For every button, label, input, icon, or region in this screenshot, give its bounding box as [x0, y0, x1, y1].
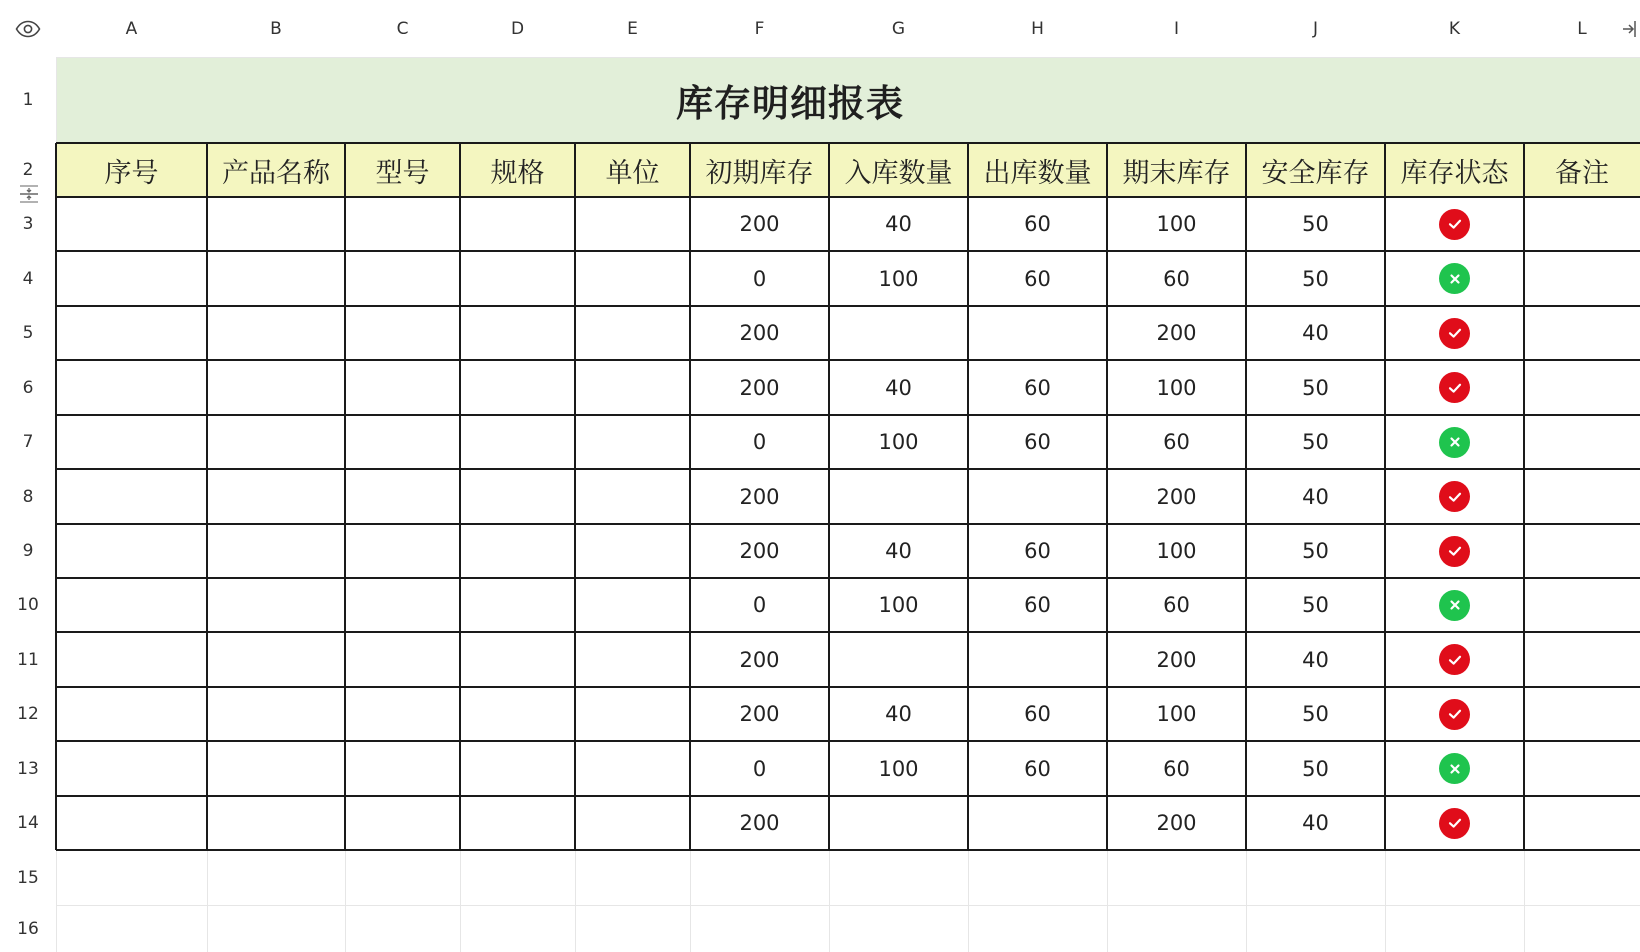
- table-cell[interactable]: [460, 687, 575, 741]
- table-cell-initial[interactable]: 0: [752, 756, 767, 781]
- table-cell-inbound[interactable]: 100: [878, 593, 919, 617]
- table-cell[interactable]: [690, 850, 829, 905]
- column-header-h[interactable]: H: [968, 0, 1107, 57]
- table-cell[interactable]: [575, 469, 690, 524]
- table-cell[interactable]: [1107, 850, 1246, 905]
- table-cell-initial[interactable]: 200: [739, 484, 780, 509]
- table-cell[interactable]: [460, 251, 575, 306]
- table-cell[interactable]: [575, 632, 690, 687]
- x-circle-icon: [1439, 427, 1470, 458]
- table-cell[interactable]: [1524, 306, 1640, 360]
- table-cell[interactable]: [575, 306, 690, 360]
- table-cell[interactable]: [1385, 905, 1524, 952]
- table-cell[interactable]: [56, 905, 207, 952]
- table-cell[interactable]: [345, 524, 460, 578]
- table-cell[interactable]: [1524, 850, 1640, 905]
- table-cell[interactable]: [460, 905, 575, 952]
- table-cell[interactable]: [1524, 632, 1640, 687]
- table-cell[interactable]: [207, 524, 345, 578]
- table-cell-safety[interactable]: 50: [1302, 702, 1329, 726]
- table-cell-ending[interactable]: 100: [1156, 702, 1197, 726]
- table-cell[interactable]: [1107, 905, 1246, 952]
- check-circle-icon: [1439, 372, 1470, 403]
- table-cell-initial[interactable]: 200: [739, 212, 780, 236]
- table-cell-safety[interactable]: 50: [1302, 593, 1329, 617]
- table-cell[interactable]: [345, 741, 460, 796]
- table-cell[interactable]: [460, 850, 575, 905]
- table-cell[interactable]: [207, 251, 345, 306]
- column-header-c[interactable]: C: [345, 0, 460, 57]
- table-cell-safety[interactable]: 50: [1302, 212, 1329, 236]
- table-cell-status[interactable]: [1385, 360, 1524, 415]
- table-header-cell[interactable]: 单位: [605, 157, 660, 189]
- row-header-8[interactable]: 8: [0, 469, 56, 524]
- table-cell[interactable]: [207, 850, 345, 905]
- table-cell[interactable]: [575, 197, 690, 251]
- table-header-cell[interactable]: 备注: [1555, 157, 1609, 189]
- table-cell[interactable]: [1524, 360, 1640, 415]
- table-cell[interactable]: [345, 360, 460, 415]
- table-cell[interactable]: [207, 796, 345, 850]
- table-cell[interactable]: [968, 905, 1107, 952]
- check-circle-icon: [1439, 481, 1470, 512]
- table-cell-inbound[interactable]: [829, 469, 968, 524]
- row-header-10[interactable]: 10: [0, 578, 56, 632]
- column-header-g[interactable]: G: [829, 0, 968, 57]
- table-cell[interactable]: [575, 415, 690, 469]
- table-cell[interactable]: [575, 850, 690, 905]
- table-cell-initial[interactable]: 0: [752, 430, 767, 454]
- table-cell-initial[interactable]: 200: [739, 321, 780, 345]
- table-cell[interactable]: [56, 741, 207, 796]
- table-cell-safety[interactable]: 40: [1302, 647, 1329, 672]
- check-circle-icon: [1439, 318, 1470, 349]
- table-cell[interactable]: [1524, 578, 1640, 632]
- row-header-12[interactable]: 12: [0, 687, 56, 741]
- column-header-b[interactable]: B: [207, 0, 345, 57]
- table-cell[interactable]: [460, 360, 575, 415]
- table-cell-ending[interactable]: 200: [1156, 484, 1197, 509]
- check-circle-icon: [1439, 644, 1470, 675]
- table-cell-inbound[interactable]: 100: [878, 756, 919, 781]
- column-header-d[interactable]: D: [460, 0, 575, 57]
- table-cell-inbound[interactable]: 40: [885, 375, 912, 400]
- table-cell-initial[interactable]: 200: [739, 647, 780, 672]
- column-header-f[interactable]: F: [690, 0, 829, 57]
- row-header-15[interactable]: 15: [0, 850, 56, 905]
- table-cell-outbound[interactable]: 60: [1024, 375, 1051, 400]
- table-cell[interactable]: [56, 360, 207, 415]
- table-cell-initial[interactable]: 0: [752, 593, 767, 617]
- table-cell-inbound[interactable]: [829, 632, 968, 687]
- table-cell-safety[interactable]: 50: [1302, 539, 1329, 563]
- table-cell-ending[interactable]: 200: [1156, 811, 1197, 835]
- table-cell-initial[interactable]: 200: [739, 539, 780, 563]
- table-cell[interactable]: [1524, 469, 1640, 524]
- table-cell[interactable]: [575, 687, 690, 741]
- table-cell-inbound[interactable]: [829, 796, 968, 850]
- table-cell[interactable]: [1524, 796, 1640, 850]
- check-circle-icon: [1439, 209, 1470, 240]
- table-header-cell[interactable]: 出库数量: [983, 157, 1092, 189]
- table-cell-ending[interactable]: 60: [1163, 593, 1190, 617]
- x-circle-icon: [1439, 590, 1470, 621]
- table-cell[interactable]: [345, 306, 460, 360]
- table-cell[interactable]: [460, 197, 575, 251]
- table-header-cell[interactable]: 入库数量: [844, 157, 953, 189]
- table-cell[interactable]: [56, 632, 207, 687]
- row-header-6[interactable]: 6: [0, 360, 56, 415]
- table-cell[interactable]: [1524, 524, 1640, 578]
- table-cell[interactable]: [460, 306, 575, 360]
- table-cell[interactable]: [460, 741, 575, 796]
- table-cell-ending[interactable]: 60: [1163, 430, 1190, 454]
- table-cell-inbound[interactable]: 40: [885, 212, 912, 236]
- table-cell[interactable]: [56, 796, 207, 850]
- table-header-cell[interactable]: 期末库存: [1122, 157, 1231, 189]
- row-header-2[interactable]: 2: [0, 143, 56, 197]
- check-circle-icon: [1439, 699, 1470, 730]
- column-header-e[interactable]: E: [575, 0, 690, 57]
- table-cell-initial[interactable]: 200: [739, 375, 780, 400]
- table-cell[interactable]: [460, 578, 575, 632]
- row-resize-handle-icon[interactable]: [16, 181, 42, 207]
- table-cell-outbound[interactable]: 60: [1024, 756, 1051, 781]
- table-cell[interactable]: [1524, 905, 1640, 952]
- table-cell[interactable]: [345, 796, 460, 850]
- table-cell-status[interactable]: [1385, 469, 1524, 524]
- table-cell[interactable]: [1246, 850, 1385, 905]
- check-circle-icon: [1439, 536, 1470, 567]
- row-header-7[interactable]: 7: [0, 415, 56, 469]
- table-cell-outbound[interactable]: 60: [1024, 593, 1051, 617]
- table-cell-status[interactable]: [1385, 415, 1524, 469]
- table-cell[interactable]: [575, 251, 690, 306]
- table-cell[interactable]: [968, 850, 1107, 905]
- check-circle-icon: [1439, 808, 1470, 839]
- table-cell-safety[interactable]: 50: [1302, 430, 1329, 454]
- table-header-cell[interactable]: 库存状态: [1400, 157, 1509, 189]
- table-cell[interactable]: [1524, 687, 1640, 741]
- row-header-14[interactable]: 14: [0, 796, 56, 850]
- table-cell[interactable]: [1524, 197, 1640, 251]
- table-cell[interactable]: [56, 306, 207, 360]
- table-cell[interactable]: [1385, 850, 1524, 905]
- table-cell-outbound[interactable]: 60: [1024, 266, 1051, 291]
- table-cell[interactable]: [56, 850, 207, 905]
- table-cell-ending[interactable]: 100: [1156, 212, 1197, 236]
- table-cell[interactable]: [1524, 415, 1640, 469]
- table-cell-outbound[interactable]: [968, 632, 1107, 687]
- table-header-cell[interactable]: 安全库存: [1261, 157, 1370, 189]
- table-cell[interactable]: [460, 796, 575, 850]
- table-cell[interactable]: [56, 578, 207, 632]
- table-cell-outbound[interactable]: 60: [1024, 212, 1051, 236]
- table-cell[interactable]: [207, 687, 345, 741]
- table-cell-safety[interactable]: 40: [1302, 321, 1329, 345]
- x-circle-icon: [1439, 753, 1470, 784]
- table-cell-ending[interactable]: 100: [1156, 539, 1197, 563]
- table-cell[interactable]: [690, 905, 829, 952]
- table-cell[interactable]: [207, 197, 345, 251]
- table-cell-safety[interactable]: 40: [1302, 811, 1329, 835]
- scroll-right-arrow-icon[interactable]: [1618, 16, 1638, 42]
- row-header-11[interactable]: 11: [0, 632, 56, 687]
- table-cell[interactable]: [345, 905, 460, 952]
- table-cell[interactable]: [56, 251, 207, 306]
- table-cell-status[interactable]: [1385, 687, 1524, 741]
- table-cell-status[interactable]: [1385, 578, 1524, 632]
- table-cell[interactable]: [829, 850, 968, 905]
- table-cell-status[interactable]: [1385, 741, 1524, 796]
- table-cell-outbound[interactable]: [968, 796, 1107, 850]
- table-cell-safety[interactable]: 50: [1302, 375, 1329, 400]
- table-header-cell[interactable]: 型号: [375, 157, 430, 189]
- table-cell[interactable]: [56, 415, 207, 469]
- table-cell[interactable]: [207, 632, 345, 687]
- table-cell-status[interactable]: [1385, 197, 1524, 251]
- table-cell[interactable]: [345, 578, 460, 632]
- table-cell[interactable]: [575, 741, 690, 796]
- row-header-3[interactable]: 3: [0, 197, 56, 251]
- table-cell[interactable]: [575, 360, 690, 415]
- table-cell[interactable]: [575, 524, 690, 578]
- row-header-9[interactable]: 9: [0, 524, 56, 578]
- table-header-cell[interactable]: 规格: [490, 157, 545, 189]
- table-cell-status[interactable]: [1385, 632, 1524, 687]
- table-header-cell[interactable]: 产品名称: [222, 157, 330, 189]
- table-cell[interactable]: [1246, 905, 1385, 952]
- table-cell-outbound[interactable]: 60: [1024, 539, 1051, 563]
- table-header-cell[interactable]: 序号: [104, 157, 159, 189]
- table-cell-outbound[interactable]: 60: [1024, 702, 1051, 726]
- table-cell-outbound[interactable]: 60: [1024, 430, 1051, 454]
- table-cell[interactable]: [460, 469, 575, 524]
- table-cell-status[interactable]: [1385, 306, 1524, 360]
- table-cell[interactable]: [460, 415, 575, 469]
- table-cell[interactable]: [575, 578, 690, 632]
- table-cell[interactable]: [207, 415, 345, 469]
- column-header-a[interactable]: A: [56, 0, 207, 57]
- table-cell[interactable]: [345, 415, 460, 469]
- column-header-i[interactable]: I: [1107, 0, 1246, 57]
- table-cell-ending[interactable]: 60: [1163, 266, 1190, 291]
- table-cell[interactable]: [56, 524, 207, 578]
- table-cell-ending[interactable]: 200: [1156, 321, 1197, 345]
- table-cell[interactable]: [1524, 741, 1640, 796]
- table-cell[interactable]: [575, 796, 690, 850]
- table-cell[interactable]: [56, 687, 207, 741]
- table-cell[interactable]: [345, 632, 460, 687]
- table-cell-status[interactable]: [1385, 796, 1524, 850]
- table-cell-outbound[interactable]: [968, 469, 1107, 524]
- table-cell[interactable]: [56, 197, 207, 251]
- row-header-13[interactable]: 13: [0, 741, 56, 796]
- table-cell-safety[interactable]: 50: [1302, 266, 1329, 291]
- table-cell[interactable]: [575, 905, 690, 952]
- table-cell-initial[interactable]: 0: [752, 266, 767, 291]
- table-cell[interactable]: [460, 632, 575, 687]
- table-cell[interactable]: [345, 197, 460, 251]
- row-header-16[interactable]: 16: [0, 905, 56, 952]
- table-cell-ending[interactable]: 100: [1156, 375, 1197, 400]
- table-cell[interactable]: [56, 469, 207, 524]
- table-cell-inbound[interactable]: 40: [885, 539, 912, 563]
- table-cell[interactable]: [1524, 251, 1640, 306]
- table-cell[interactable]: [207, 578, 345, 632]
- table-cell[interactable]: [207, 905, 345, 952]
- table-cell[interactable]: [345, 469, 460, 524]
- table-cell-safety[interactable]: 40: [1302, 484, 1329, 509]
- column-header-k[interactable]: K: [1385, 0, 1524, 57]
- table-cell-inbound[interactable]: 100: [878, 430, 919, 454]
- table-cell-safety[interactable]: 50: [1302, 756, 1329, 781]
- x-circle-icon: [1439, 263, 1470, 294]
- table-cell-inbound[interactable]: 40: [885, 702, 912, 726]
- table-cell[interactable]: [345, 251, 460, 306]
- report-title[interactable]: 库存明细报表: [676, 82, 904, 125]
- table-header-cell[interactable]: 初期库存: [705, 157, 814, 189]
- table-cell-initial[interactable]: 200: [739, 702, 780, 726]
- table-cell-ending[interactable]: 200: [1156, 647, 1197, 672]
- table-cell[interactable]: [207, 306, 345, 360]
- table-cell[interactable]: [460, 524, 575, 578]
- column-header-l[interactable]: L: [1524, 0, 1640, 57]
- row-header-1[interactable]: 1: [0, 57, 56, 143]
- table-cell-initial[interactable]: 200: [739, 811, 780, 835]
- table-cell[interactable]: [829, 905, 968, 952]
- table-cell-inbound[interactable]: [829, 306, 968, 360]
- table-cell-status[interactable]: [1385, 251, 1524, 306]
- table-cell[interactable]: [207, 469, 345, 524]
- row-header-4[interactable]: 4: [0, 251, 56, 306]
- table-cell-ending[interactable]: 60: [1163, 756, 1190, 781]
- row-header-5[interactable]: 5: [0, 306, 56, 360]
- eye-icon[interactable]: [0, 0, 56, 57]
- column-header-j[interactable]: J: [1246, 0, 1385, 57]
- table-cell[interactable]: [345, 687, 460, 741]
- table-cell-inbound[interactable]: 100: [878, 266, 919, 291]
- table-cell[interactable]: [207, 360, 345, 415]
- table-cell[interactable]: [207, 741, 345, 796]
- table-cell[interactable]: [345, 850, 460, 905]
- table-cell-outbound[interactable]: [968, 306, 1107, 360]
- table-cell-status[interactable]: [1385, 524, 1524, 578]
